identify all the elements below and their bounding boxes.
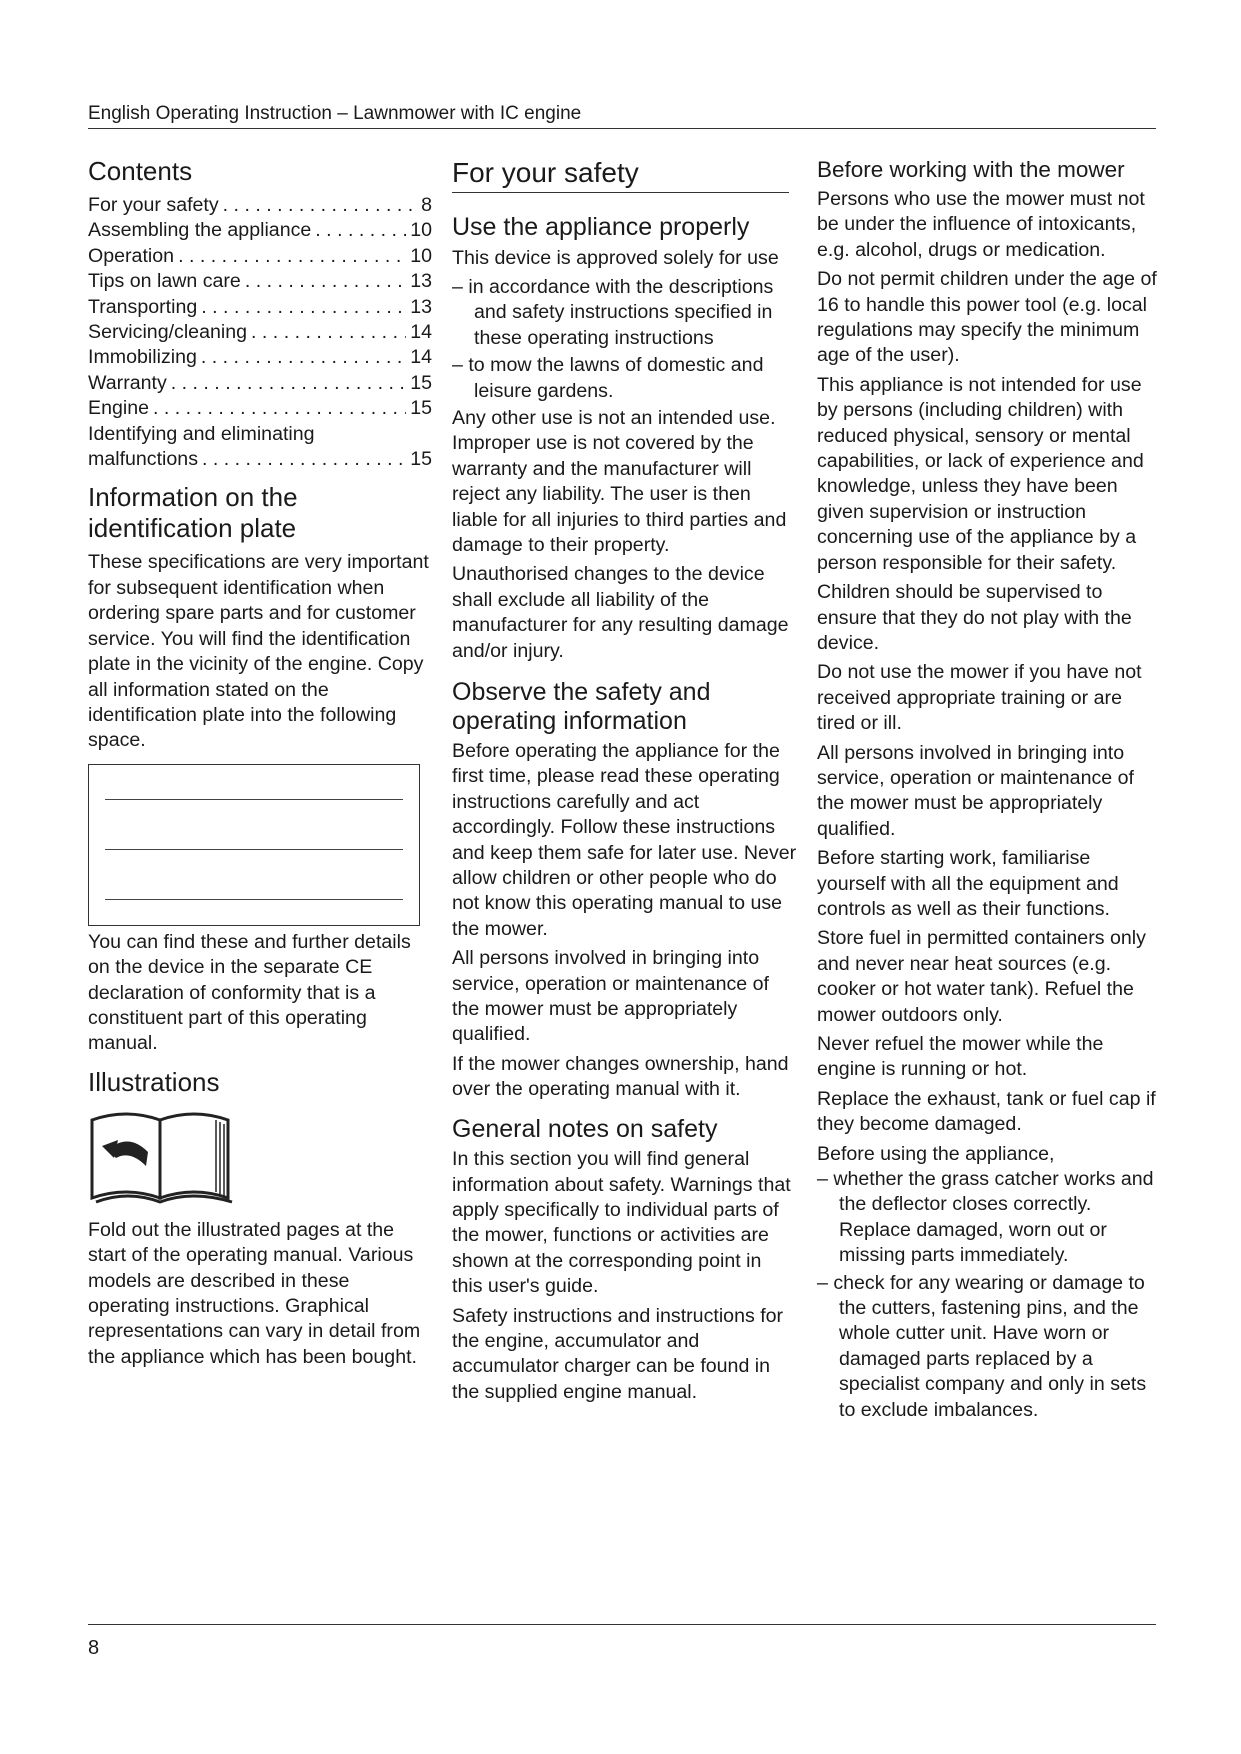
table-of-contents: [88, 193, 432, 472]
observe-heading: Observe the safety and operating information: [452, 678, 711, 735]
page-header: English Operating Instruction – Lawnmower with IC engine: [88, 102, 1156, 129]
before-using-intro: Before using the appliance,: [817, 1142, 1055, 1165]
toc-item-continued[interactable]: malfunctions . . . 15: [88, 447, 432, 472]
before-working-paragraph: Before starting work, familiarise yourself with all the equipment and controls as well as their functions.: [817, 847, 1119, 920]
list-item: – to mow the lawns of domestic and leisure gardens.: [452, 354, 764, 402]
before-working-paragraph: Never refuel the mower while the engine is running or hot.: [817, 1033, 1104, 1081]
column-right: [817, 156, 1162, 1425]
observe-paragraph: All persons involved in bringing into service, operation or maintenance of the mower must be appropriately qualified.: [452, 947, 769, 1046]
identification-after-text: You can find these and further details on the device in the separate CE declaration of conformity that is a constituent part of this operating manual.: [88, 930, 411, 1055]
toc-item[interactable]: Servicing/cleaning . . . 14: [88, 320, 432, 345]
before-working-paragraph: This appliance is not intended for use by persons (including children) with reduced physical, sensory or mental capabilities, or lack of experience and knowledge, unless they have been given supervision or instruction concerning use of the appliance by a person responsible for their safety.: [817, 373, 1144, 574]
identification-text: These specifications are very important for subsequent identification when ordering spare parts and for customer service. You will find the identification plate in the vicinity of the engine. Copy all information stated on the identification plate into the following space.: [88, 551, 429, 752]
plate-line: [105, 899, 403, 900]
before-working-paragraph: Replace the exhaust, tank or fuel cap if they become damaged.: [817, 1087, 1156, 1136]
toc-item[interactable]: For your safety . . . 8: [88, 193, 432, 218]
general-notes-paragraph: In this section you will find general information about safety. Warnings that apply specifically to individual parts of the mower, functions or activities are shown at the corresponding point in this user's guide.: [452, 1148, 791, 1298]
before-working-paragraph: Persons who use the mower must not be under the influence of intoxicants, e.g. alcohol, drugs or medication.: [817, 188, 1145, 261]
toc-item[interactable]: Transporting . . . 13: [88, 295, 432, 320]
toc-item[interactable]: Engine . . . 15: [88, 396, 432, 421]
list-item: – in accordance with the descriptions and safety instructions specified in these operating instructions: [452, 275, 774, 349]
before-working-heading: Before working with the mower: [817, 157, 1125, 182]
toc-item[interactable]: Warranty . . . 15: [88, 371, 432, 396]
safety-heading: For your safety: [452, 156, 789, 193]
before-working-paragraph: Store fuel in permitted containers only and never near heat sources (e.g. cooker or hot water tank). Refuel the mower outdoors only.: [817, 927, 1146, 1026]
before-working-paragraph: All persons involved in bringing into service, operation or maintenance of the mower must be appropriately qualified.: [817, 741, 1134, 840]
column-left: [88, 156, 432, 1374]
open-book-icon: [88, 1106, 238, 1206]
before-working-paragraph: Do not permit children under the age of 16 to handle this power tool (e.g. local regulations may specify the minimum age of the user).: [817, 268, 1157, 367]
illustrations-heading: Illustrations: [88, 1066, 220, 1097]
identification-plate-box: [88, 764, 420, 926]
general-notes-heading: General notes on safety: [452, 1114, 718, 1143]
before-working-paragraph: Children should be supervised to ensure that they do not play with the device.: [817, 581, 1132, 654]
contents-heading: Contents: [88, 156, 193, 186]
use-properly-paragraph: Unauthorised changes to the device shall exclude all liability of the manufacturer for any resulting damage and/or injury.: [452, 563, 789, 662]
list-item: – whether the grass catcher works and the deflector closes correctly. Replace damaged, worn out or missing parts immediately.: [817, 1168, 1154, 1267]
observe-paragraph: If the mower changes ownership, hand over the operating manual with it.: [452, 1052, 789, 1101]
use-properly-paragraph: Any other use is not an intended use. Improper use is not covered by the warranty and the manufacturer will reject any liability. The user is then liable for all injuries to third parties and damage to their property.: [452, 406, 787, 556]
identification-heading: Information on the identification plate: [88, 482, 298, 544]
plate-line: [105, 849, 403, 850]
toc-item[interactable]: Tips on lawn care . . . 13: [88, 269, 432, 294]
column-middle: [452, 156, 797, 1409]
illustrations-text: Fold out the illustrated pages at the start of the operating manual. Various models are described in these operating instructions. Graphical representations can vary in detail from the appliance which has been bought.: [88, 1218, 421, 1368]
use-properly-heading: Use the appliance properly: [452, 213, 750, 241]
footer-rule: [88, 1624, 1156, 1625]
general-notes-paragraph: Safety instructions and instructions for the engine, accumulator and accumulator charger can be found in the supplied engine manual.: [452, 1304, 784, 1403]
toc-item[interactable]: Operation . . . 10: [88, 244, 432, 269]
toc-item[interactable]: Identifying and eliminating: [88, 422, 315, 445]
use-properly-intro: This device is approved solely for use: [452, 246, 779, 269]
toc-item[interactable]: Assembling the appliance . . . 10: [88, 218, 432, 243]
before-working-paragraph: Do not use the mower if you have not received appropriate training or are tired or ill.: [817, 661, 1142, 735]
page-number: 8: [88, 1637, 100, 1659]
list-item: – check for any wearing or damage to the cutters, fastening pins, and the whole cutter unit. Have worn or damaged parts replaced by a specialist company and only in sets to exclude imbalances.: [817, 1271, 1147, 1421]
plate-line: [105, 799, 403, 800]
observe-paragraph: Before operating the appliance for the first time, please read these operating instructions carefully and act accordingly. Follow these instructions and keep them safe for later use. Never allow children or other people who do not know this operating manual to use the mower.: [452, 740, 797, 940]
toc-item[interactable]: Immobilizing . . . 14: [88, 345, 432, 370]
